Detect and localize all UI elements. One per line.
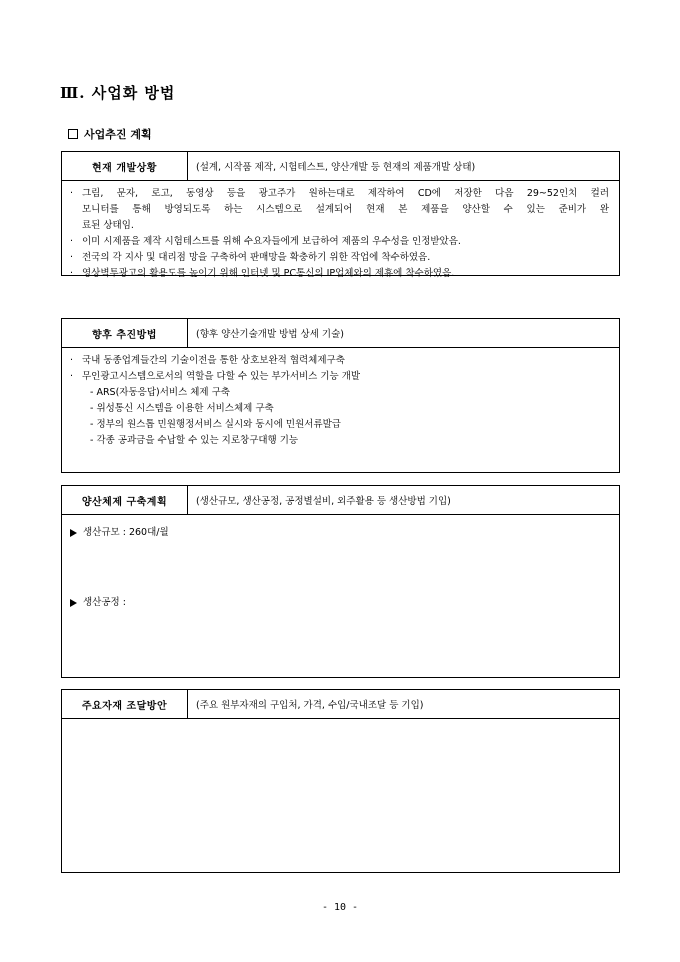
- material-procurement-panel: [61, 689, 620, 873]
- panel-header: [62, 152, 619, 181]
- bullet-dot: ·: [70, 355, 74, 366]
- list-item: [70, 369, 609, 385]
- sub-list-item: - 정부의 원스톱 민원행정서비스 실시와 동시에 민원서류발급: [90, 419, 341, 430]
- list-item: [70, 186, 609, 234]
- panel-label: 양산체제 구축계획: [62, 486, 188, 514]
- text-line: 모니터를 통해 방영되도록 하는 시스템으로 설계되어 현재 본 제품을 양산할 수 있는 준비가 완: [82, 204, 609, 215]
- panel-label: 현재 개발상황: [62, 152, 188, 180]
- future-plan-panel: [61, 318, 620, 473]
- subsection-title: 사업추진 계획: [84, 128, 152, 141]
- triangle-bullet-icon: [70, 599, 77, 607]
- bullet-dot: ·: [70, 268, 74, 279]
- triangle-bullet-icon: [70, 529, 77, 537]
- production-process-text: 생산공정 :: [83, 597, 126, 608]
- bullet-dot: ·: [70, 236, 74, 247]
- list-item-text: 이미 시제품을 제작 시험테스트를 위해 수요자들에게 보급하여 제품의 우수성을 인정받았음.: [82, 236, 461, 247]
- list-item-text: 무인광고시스템으로서의 역할을 다할 수 있는 부가서비스 기능 개발: [82, 371, 361, 382]
- list-item-text: 국내 동종업계들간의 기술이전을 통한 상호보완적 협력체제구축: [82, 355, 345, 366]
- list-item: [70, 250, 609, 266]
- text-line: 그림, 문자, 로고, 동영상 등을 광고주가 원하는대로 제작하여 CD에 저장한 다음 29~52인치 컬러: [82, 188, 609, 199]
- checkbox-square-icon: [68, 129, 78, 139]
- list-item-text: 전국의 각 지사 및 대리점 망을 구축하여 판매망을 확충하기 위한 작업에 착수하였음.: [82, 252, 431, 263]
- sub-list-item: - 위성통신 시스템을 이용한 서비스체제 구축: [90, 403, 274, 414]
- sub-list-item: - ARS(자동응답)서비스 체제 구축: [90, 387, 230, 398]
- subsection-heading: [68, 126, 152, 142]
- production-plan-panel: [61, 485, 620, 678]
- text-line: 료된 상태임.: [82, 220, 134, 231]
- panel-body: [62, 515, 619, 611]
- section-title: Ⅲ. 사업화 방법: [60, 84, 176, 102]
- list-item: [70, 234, 609, 250]
- production-process-line: [70, 595, 609, 611]
- panel-label: 향후 추진방법: [62, 319, 188, 347]
- current-status-panel: [61, 151, 620, 279]
- panel-description: (주요 원부자재의 구입처, 가격, 수입/국내조달 등 기입): [196, 700, 424, 711]
- panel-label: 주요자재 조달방안: [62, 690, 188, 718]
- panel-body: [62, 348, 619, 449]
- bullet-dot: ·: [70, 371, 74, 382]
- panel-header: [62, 319, 619, 348]
- production-scale-line: [70, 525, 609, 541]
- panel-description: (설계, 시작품 제작, 시험테스트, 양산개발 등 현재의 제품개발 상태): [196, 162, 476, 173]
- list-item-text: 영상벽투광고의 활용도를 높이기 위해 인터넷 및 PC통신의 IP업체와의 제휴에 착수하였음.: [82, 268, 455, 279]
- page-number: - 10 -: [321, 902, 359, 913]
- list-item: [70, 266, 609, 282]
- panel-body: [62, 181, 619, 282]
- list-item: [70, 353, 609, 369]
- panel-description: (향후 양산기술개발 방법 상세 기술): [196, 329, 344, 340]
- sub-list-item: - 각종 공과금을 수납할 수 있는 지로창구대행 기능: [90, 435, 299, 446]
- production-scale-text: 생산규모 : 260대/월: [83, 527, 169, 538]
- bullet-dot: ·: [70, 252, 74, 263]
- panel-description: (생산규모, 생산공정, 공정별설비, 외주활용 등 생산방법 기입): [196, 496, 451, 507]
- panel-header: [62, 486, 619, 515]
- bullet-dot: ·: [70, 188, 74, 199]
- panel-header: [62, 690, 619, 719]
